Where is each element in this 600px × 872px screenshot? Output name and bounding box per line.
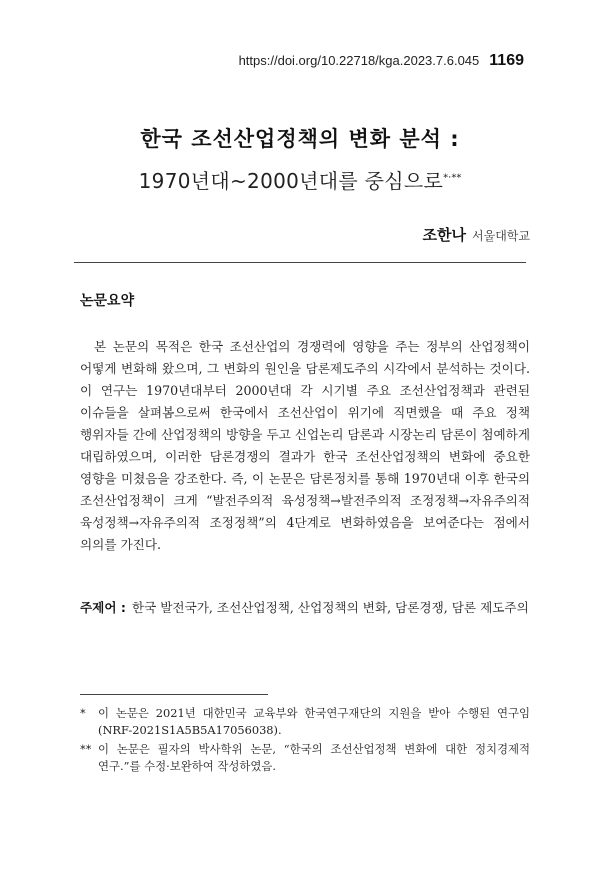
author-name: 조한나 (422, 226, 467, 244)
abstract-heading: 논문요약 (80, 293, 135, 309)
keywords-text: 한국 발전국가, 조선산업정책, 산업정책의 변화, 담론경쟁, 담론 제도주의 (131, 600, 529, 615)
footnote-text: 이 논문은 필자의 박사학위 논문, “한국의 조선산업정책 변화에 대한 정치경제적 연구.”를 수정·보완하여 작성하였음. (98, 742, 530, 773)
footnote-text: 이 논문은 2021년 대한민국 교육부와 한국연구재단의 지원을 받아 수행된 연구임(NRF-2021S1A5B5A17056038). (98, 706, 530, 737)
title-block (0, 123, 600, 194)
footnotes (80, 705, 530, 777)
paper-subtitle (0, 165, 600, 194)
footnote-marks: *·** (443, 172, 462, 184)
footnote-divider (80, 694, 268, 695)
keywords-label: 주제어 : (80, 600, 126, 615)
author-line (423, 224, 530, 245)
footnote-mark: ** (80, 742, 92, 756)
paper-title: 한국 조선산업정책의 변화 분석 : (140, 127, 460, 151)
footnote-mark: * (80, 706, 86, 720)
subtitle-text: 1970년대~2000년대를 중심으로 (138, 169, 444, 193)
section-divider (74, 262, 526, 263)
keywords (80, 598, 540, 618)
doi-link[interactable]: https://doi.org/10.22718/kga.2023.7.6.045 (238, 53, 480, 68)
footnote-item (80, 741, 530, 775)
running-header (239, 52, 524, 70)
page-number: 1169 (489, 52, 524, 69)
author-affiliation: 서울대학교 (472, 229, 530, 243)
abstract-body: 본 논문의 목적은 한국 조선산업의 경쟁력에 영향을 주는 정부의 산업정책이 어떻게 변화해 왔으며, 그 변화의 원인을 담론제도주의 시각에서 분석하는 것이다. 이 연구는 1970년대부터 2000년대 각 시기별 주요 조선산업정책과 관련된 이슈들을 살펴봄으로써 한국에서 조선산업이 위기에 직면했을 때 주요 정책 행위자들 간에 산업정책의 방향을 두고 신업논리 담론과 시장논리 담론이 첨예하게 대립하였으며, 이러한 담론경쟁의 결과가 한국 조선산업정책의 변화에 중요한 영향을 미쳤음을 강조한다. 즉, 이 논문은 담론정치를 통해 1970년대 이후 한국의 조선산업정책이 크게 “발전주의적 육성정책→발전주의적 조정정책→자유주의적 육성정책→자유주의적 조정정책”의 4단계로 변화하였음을 보여준다는 점에서 의의를 가진다. (80, 339, 530, 552)
footnote-item (80, 705, 530, 739)
